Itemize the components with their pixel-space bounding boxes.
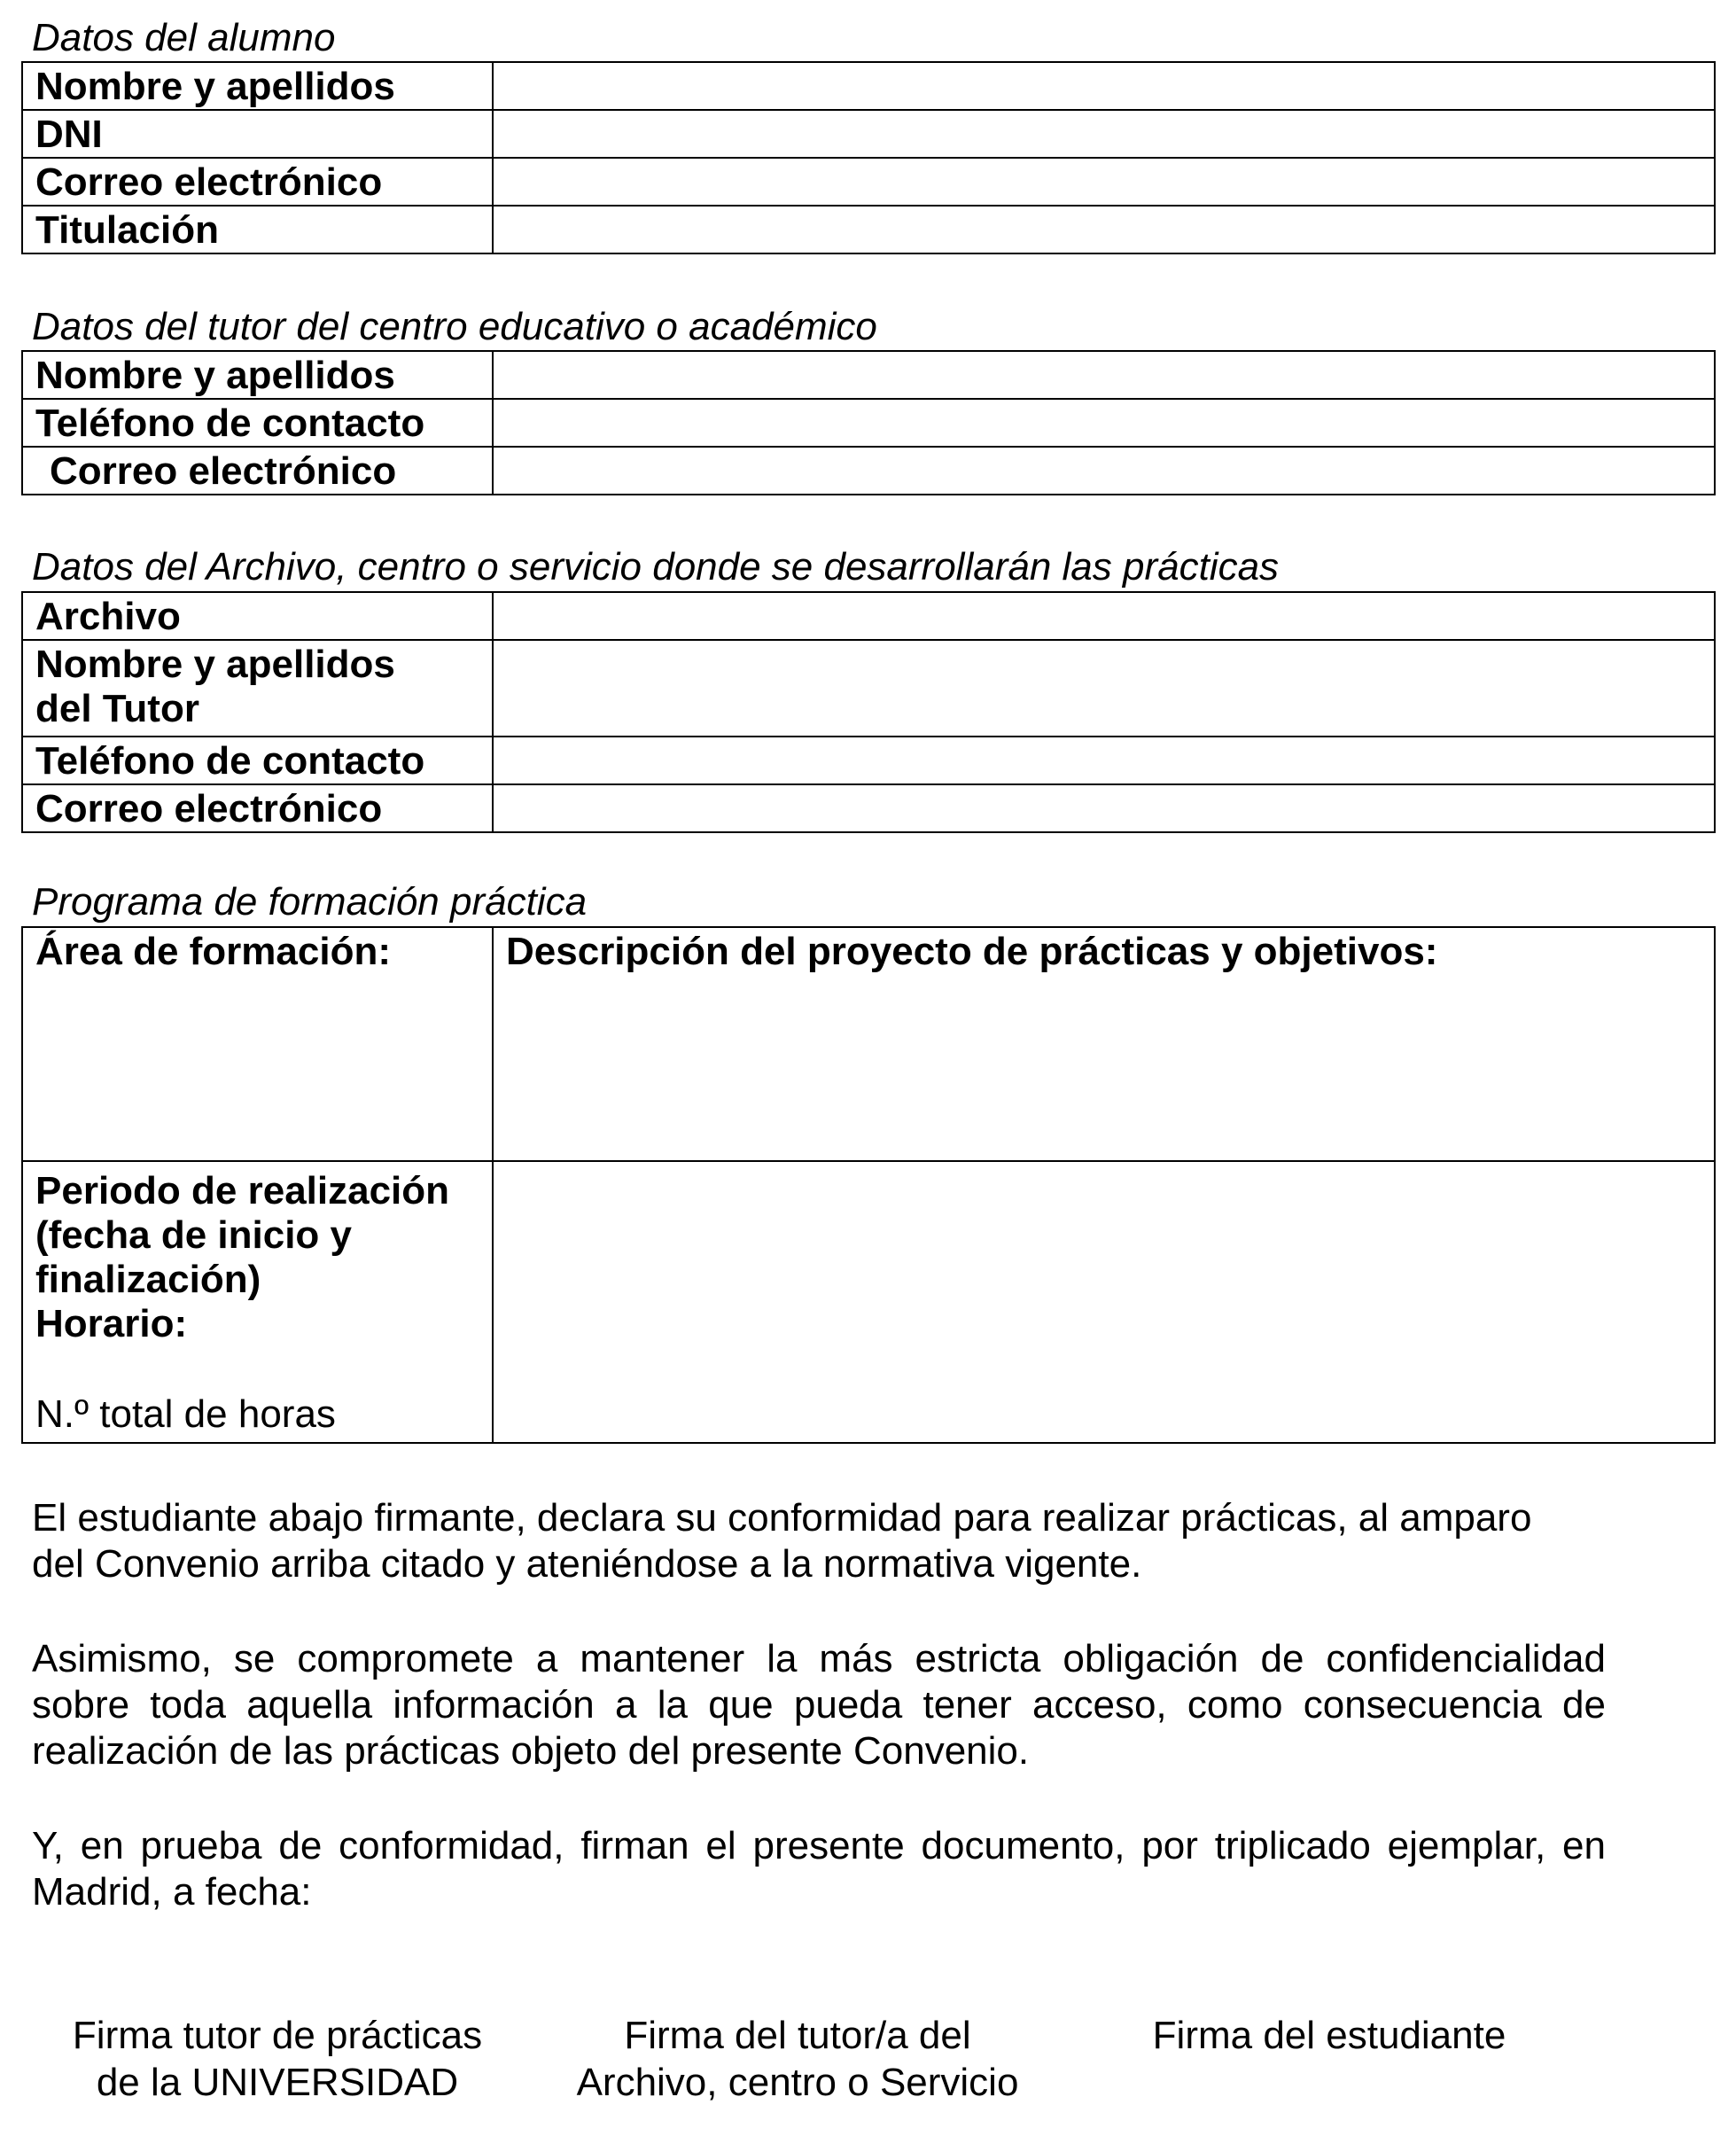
table-row — [22, 927, 1715, 1161]
student-section-title: Datos del alumno — [32, 16, 336, 59]
signature-university-tutor — [51, 2012, 503, 2106]
program-table — [21, 926, 1716, 1444]
table-row — [22, 399, 1715, 447]
period-cell[interactable] — [22, 1161, 493, 1443]
archive-name-field[interactable] — [493, 592, 1715, 640]
student-name-label: Nombre y apellidos — [22, 62, 493, 110]
archive-section-title: Datos del Archivo, centro o servicio donde se desarrollarán las prácticas — [32, 545, 1280, 589]
academic-tutor-phone-field[interactable] — [493, 399, 1715, 447]
student-email-field[interactable] — [493, 158, 1715, 206]
paragraph-line: El estudiante abajo firmante, declara su conformidad para realizar prácticas, al amparo — [32, 1496, 1532, 1540]
table-row — [22, 62, 1715, 110]
signature-line: de la UNIVERSIDAD — [96, 2061, 459, 2104]
paragraph-line: Y, en prueba de conformidad, firman el presente documento, por triplicado ejemplar, en — [32, 1824, 1606, 1867]
archive-phone-label: Teléfono de contacto — [22, 737, 493, 784]
student-email-label: Correo electrónico — [22, 158, 493, 206]
signature-line: Firma del estudiante — [1152, 2014, 1506, 2057]
archive-table — [21, 591, 1716, 833]
table-row — [22, 784, 1715, 832]
signature-line: Archivo, centro o Servicio — [576, 2061, 1019, 2104]
archive-tutor-label-line: Nombre y apellidos — [35, 643, 395, 686]
archive-phone-field[interactable] — [493, 737, 1715, 784]
student-degree-label: Titulación — [22, 206, 493, 253]
project-description-cell[interactable] — [493, 927, 1715, 1161]
academic-tutor-name-label: Nombre y apellidos — [22, 351, 493, 399]
declaration-paragraph-2 — [32, 1636, 1606, 1774]
archive-tutor-label-line: del Tutor — [35, 687, 199, 730]
table-row — [22, 351, 1715, 399]
period-label-line: Periodo de realización — [35, 1169, 450, 1212]
table-row — [22, 158, 1715, 206]
period-label-line: finalización) — [35, 1258, 261, 1301]
academic-tutor-phone-label: Teléfono de contacto — [22, 399, 493, 447]
paragraph-line: del Convenio arriba citado y ateniéndose a la normativa vigente. — [32, 1542, 1142, 1586]
signature-line: Firma del tutor/a del — [624, 2014, 971, 2057]
archive-email-label: Correo electrónico — [22, 784, 493, 832]
signature-student — [1134, 2012, 1524, 2059]
spacer — [35, 1346, 492, 1392]
signature-line: Firma tutor de prácticas — [72, 2014, 483, 2057]
student-table — [21, 61, 1716, 254]
project-description-label: Descripción del proyecto de prácticas y objetivos: — [506, 930, 1438, 973]
academic-tutor-name-field[interactable] — [493, 351, 1715, 399]
academic-tutor-table — [21, 350, 1716, 495]
paragraph-line: Madrid, a fecha: — [32, 1870, 312, 1914]
paragraph-line: sobre toda aquella información a la que pueda tener acceso, como consecuencia de — [32, 1683, 1606, 1727]
training-area-cell[interactable] — [22, 927, 493, 1161]
academic-tutor-email-label: Correo electrónico — [22, 447, 493, 495]
total-hours-label: N.º total de horas — [35, 1392, 336, 1436]
archive-tutor-field[interactable] — [493, 640, 1715, 737]
archive-tutor-label — [22, 640, 493, 737]
academic-tutor-section-title: Datos del tutor del centro educativo o académico — [32, 305, 877, 348]
table-row — [22, 110, 1715, 158]
academic-tutor-email-field[interactable] — [493, 447, 1715, 495]
student-dni-field[interactable] — [493, 110, 1715, 158]
period-value-field[interactable] — [493, 1161, 1715, 1443]
table-row — [22, 737, 1715, 784]
signature-archive-tutor — [558, 2012, 1037, 2106]
schedule-label: Horario: — [35, 1302, 188, 1345]
declaration-paragraph-3 — [32, 1823, 1606, 1915]
student-dni-label: DNI — [22, 110, 493, 158]
student-degree-field[interactable] — [493, 206, 1715, 253]
table-row — [22, 1161, 1715, 1443]
archive-name-label: Archivo — [22, 592, 493, 640]
archive-email-field[interactable] — [493, 784, 1715, 832]
training-area-label: Área de formación: — [35, 930, 391, 973]
table-row — [22, 592, 1715, 640]
declaration-paragraph-1 — [32, 1495, 1606, 1587]
table-row — [22, 447, 1715, 495]
table-row — [22, 206, 1715, 253]
program-section-title: Programa de formación práctica — [32, 880, 588, 924]
paragraph-line: realización de las prácticas objeto del presente Convenio. — [32, 1729, 1030, 1773]
student-name-field[interactable] — [493, 62, 1715, 110]
paragraph-line: Asimismo, se compromete a mantener la más estricta obligación de confidencialidad — [32, 1637, 1606, 1680]
table-row — [22, 640, 1715, 737]
period-label-line: (fecha de inicio y — [35, 1213, 352, 1257]
